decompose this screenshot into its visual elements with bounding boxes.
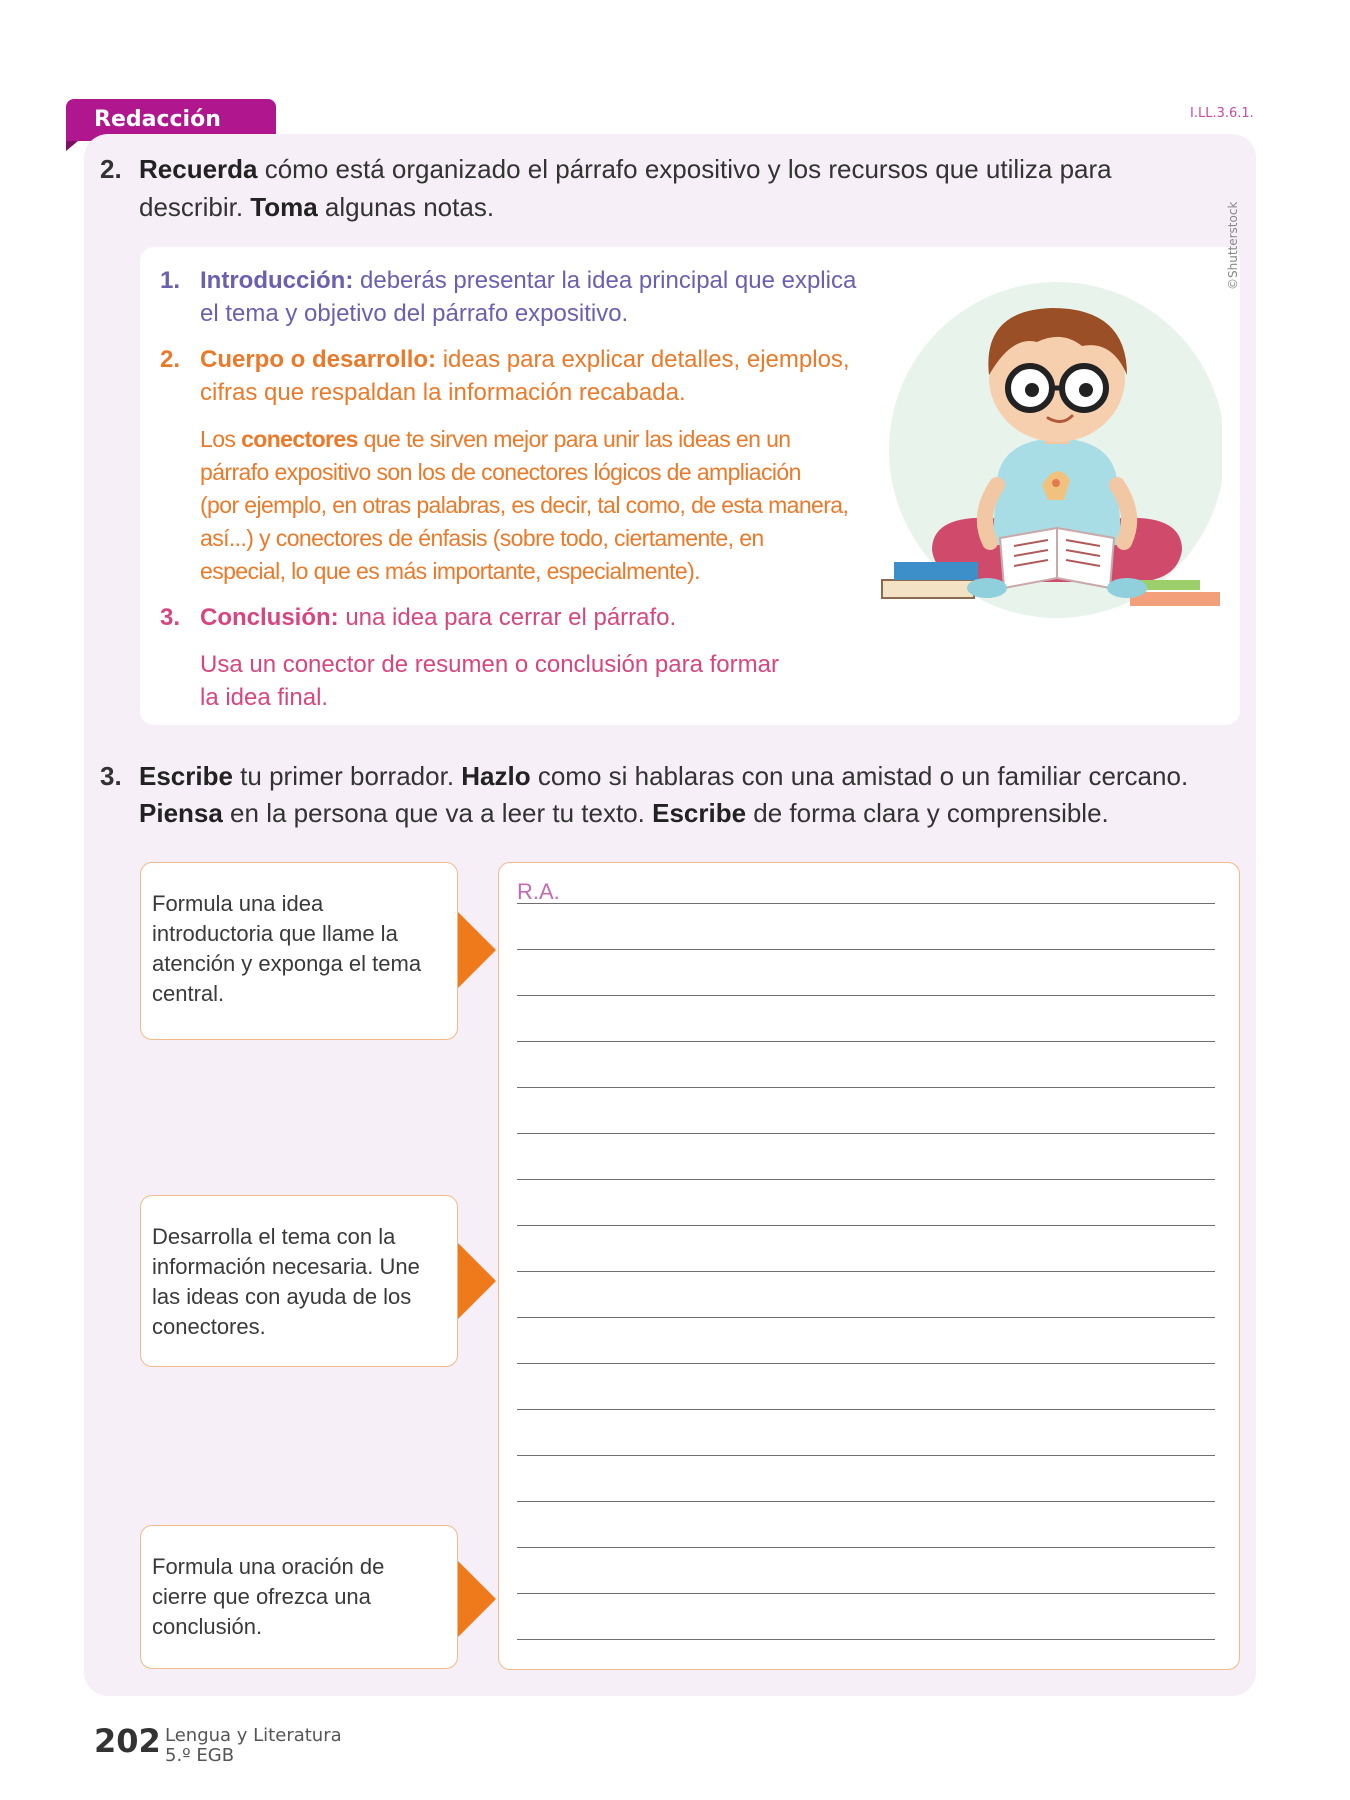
write-line[interactable]: [517, 1271, 1215, 1272]
write-line[interactable]: [517, 903, 1215, 904]
q3-text-4: de forma clara y comprensible.: [746, 798, 1109, 828]
note-1-label: Introducción:: [200, 267, 354, 294]
note-1-line-1: deberás presentar la idea principal que explica: [353, 267, 857, 294]
writing-area[interactable]: [498, 862, 1240, 1670]
write-line[interactable]: [517, 1593, 1215, 1594]
write-line[interactable]: [517, 1455, 1215, 1456]
prompt-introduction: Formula una idea introductoria que llame la atención y exponga el tema central.: [140, 862, 458, 1040]
note-1-number: 1.: [160, 267, 181, 294]
write-line[interactable]: [517, 1409, 1215, 1410]
connectors-line-2: párrafo expositivo son los de conectores lógicos de ampliación: [200, 459, 801, 485]
subject-name: Lengua y Literatura: [165, 1725, 342, 1746]
note-conclusion-tip: [200, 648, 779, 714]
question-2-line-1: [139, 151, 1112, 188]
q3-text-2: como si hablaras con una amistad o un familiar cercano.: [530, 761, 1189, 791]
prompt-conclusion: Formula una oración de cierre que ofrezca una conclusión.: [140, 1525, 458, 1669]
answer-hint: R.A.: [517, 879, 560, 904]
write-line[interactable]: [517, 949, 1215, 950]
q3-verb-escribe: Escribe: [139, 761, 233, 791]
boy-reading-illustration: [872, 280, 1222, 640]
write-line[interactable]: [517, 1547, 1215, 1548]
q2-text-1: cómo está organizado el párrafo expositivo y los recursos que utiliza para: [257, 154, 1112, 184]
arrow-right-icon: [458, 1243, 496, 1319]
image-credit: ©Shutterstock: [1226, 201, 1240, 290]
question-2-line-2: [139, 189, 494, 226]
q3-text-3: en la persona que va a leer tu texto.: [222, 798, 653, 828]
q3-verb-piensa: Piensa: [139, 798, 223, 828]
write-line[interactable]: [517, 1639, 1215, 1640]
grade-level: 5.º EGB: [165, 1745, 235, 1766]
write-line[interactable]: [517, 1087, 1215, 1088]
arrow-right-icon: [458, 912, 496, 988]
question-3-line-1: [139, 758, 1188, 795]
write-line[interactable]: [517, 1225, 1215, 1226]
connectors-line-4: así...) y conectores de énfasis (sobre todo, ciertamente, en: [200, 525, 764, 551]
q3-text-1: tu primer borrador.: [232, 761, 462, 791]
indicator-code: I.LL.3.6.1.: [1190, 106, 1254, 121]
note-connectors: [200, 423, 848, 588]
note-3-label: Conclusión:: [200, 604, 339, 631]
note-2-label: Cuerpo o desarrollo:: [200, 346, 437, 373]
conclusion-tip-line-2: la idea final.: [200, 684, 329, 711]
conclusion-tip-line-1: Usa un conector de resumen o conclusión para formar: [200, 651, 779, 678]
q3-verb-escribe-2: Escribe: [652, 798, 747, 828]
note-2-number: 2.: [160, 346, 181, 373]
note-2-line-1: ideas para explicar detalles, ejemplos,: [436, 346, 850, 373]
note-2-line-2: cifras que respaldan la información recabada.: [200, 379, 686, 406]
arrow-right-icon: [458, 1561, 496, 1637]
note-3-number: 3.: [160, 604, 181, 631]
write-line[interactable]: [517, 1501, 1215, 1502]
prompt-development: Desarrolla el tema con la información necesaria. Une las ideas con ayuda de los conectores.: [140, 1195, 458, 1367]
write-line[interactable]: [517, 1317, 1215, 1318]
connectors-pre: Los: [200, 426, 242, 452]
footer-subject: [165, 1726, 342, 1766]
page-number: 202: [94, 1722, 161, 1760]
q2-text-2: describir.: [139, 192, 251, 222]
connectors-line-5: especial, lo que es más importante, especialmente).: [200, 558, 700, 584]
question-3-number: 3.: [100, 761, 122, 791]
write-line[interactable]: [517, 1179, 1215, 1180]
connectors-line-3: (por ejemplo, en otras palabras, es decir, tal como, de esta manera,: [200, 492, 849, 518]
write-line[interactable]: [517, 1133, 1215, 1134]
note-3-line-1: una idea para cerrar el párrafo.: [338, 604, 677, 631]
question-3-line-2: [139, 795, 1109, 832]
section-label: Redacción: [66, 99, 276, 141]
q3-verb-hazlo: Hazlo: [461, 761, 531, 791]
connectors-post: que te sirven mejor para unir las ideas en un: [357, 426, 791, 452]
note-1-line-2: el tema y objetivo del párrafo expositivo.: [200, 300, 629, 327]
note-introduction: [160, 264, 857, 330]
q2-text-3: algunas notas.: [317, 192, 495, 222]
q2-verb-toma: Toma: [250, 192, 318, 222]
q2-verb-recuerda: Recuerda: [139, 154, 258, 184]
note-body: [160, 343, 850, 409]
write-line[interactable]: [517, 995, 1215, 996]
question-2-number: 2.: [100, 154, 122, 184]
write-line[interactable]: [517, 1041, 1215, 1042]
note-conclusion: [160, 601, 677, 634]
write-line[interactable]: [517, 1363, 1215, 1364]
connectors-bold: conectores: [241, 426, 358, 452]
